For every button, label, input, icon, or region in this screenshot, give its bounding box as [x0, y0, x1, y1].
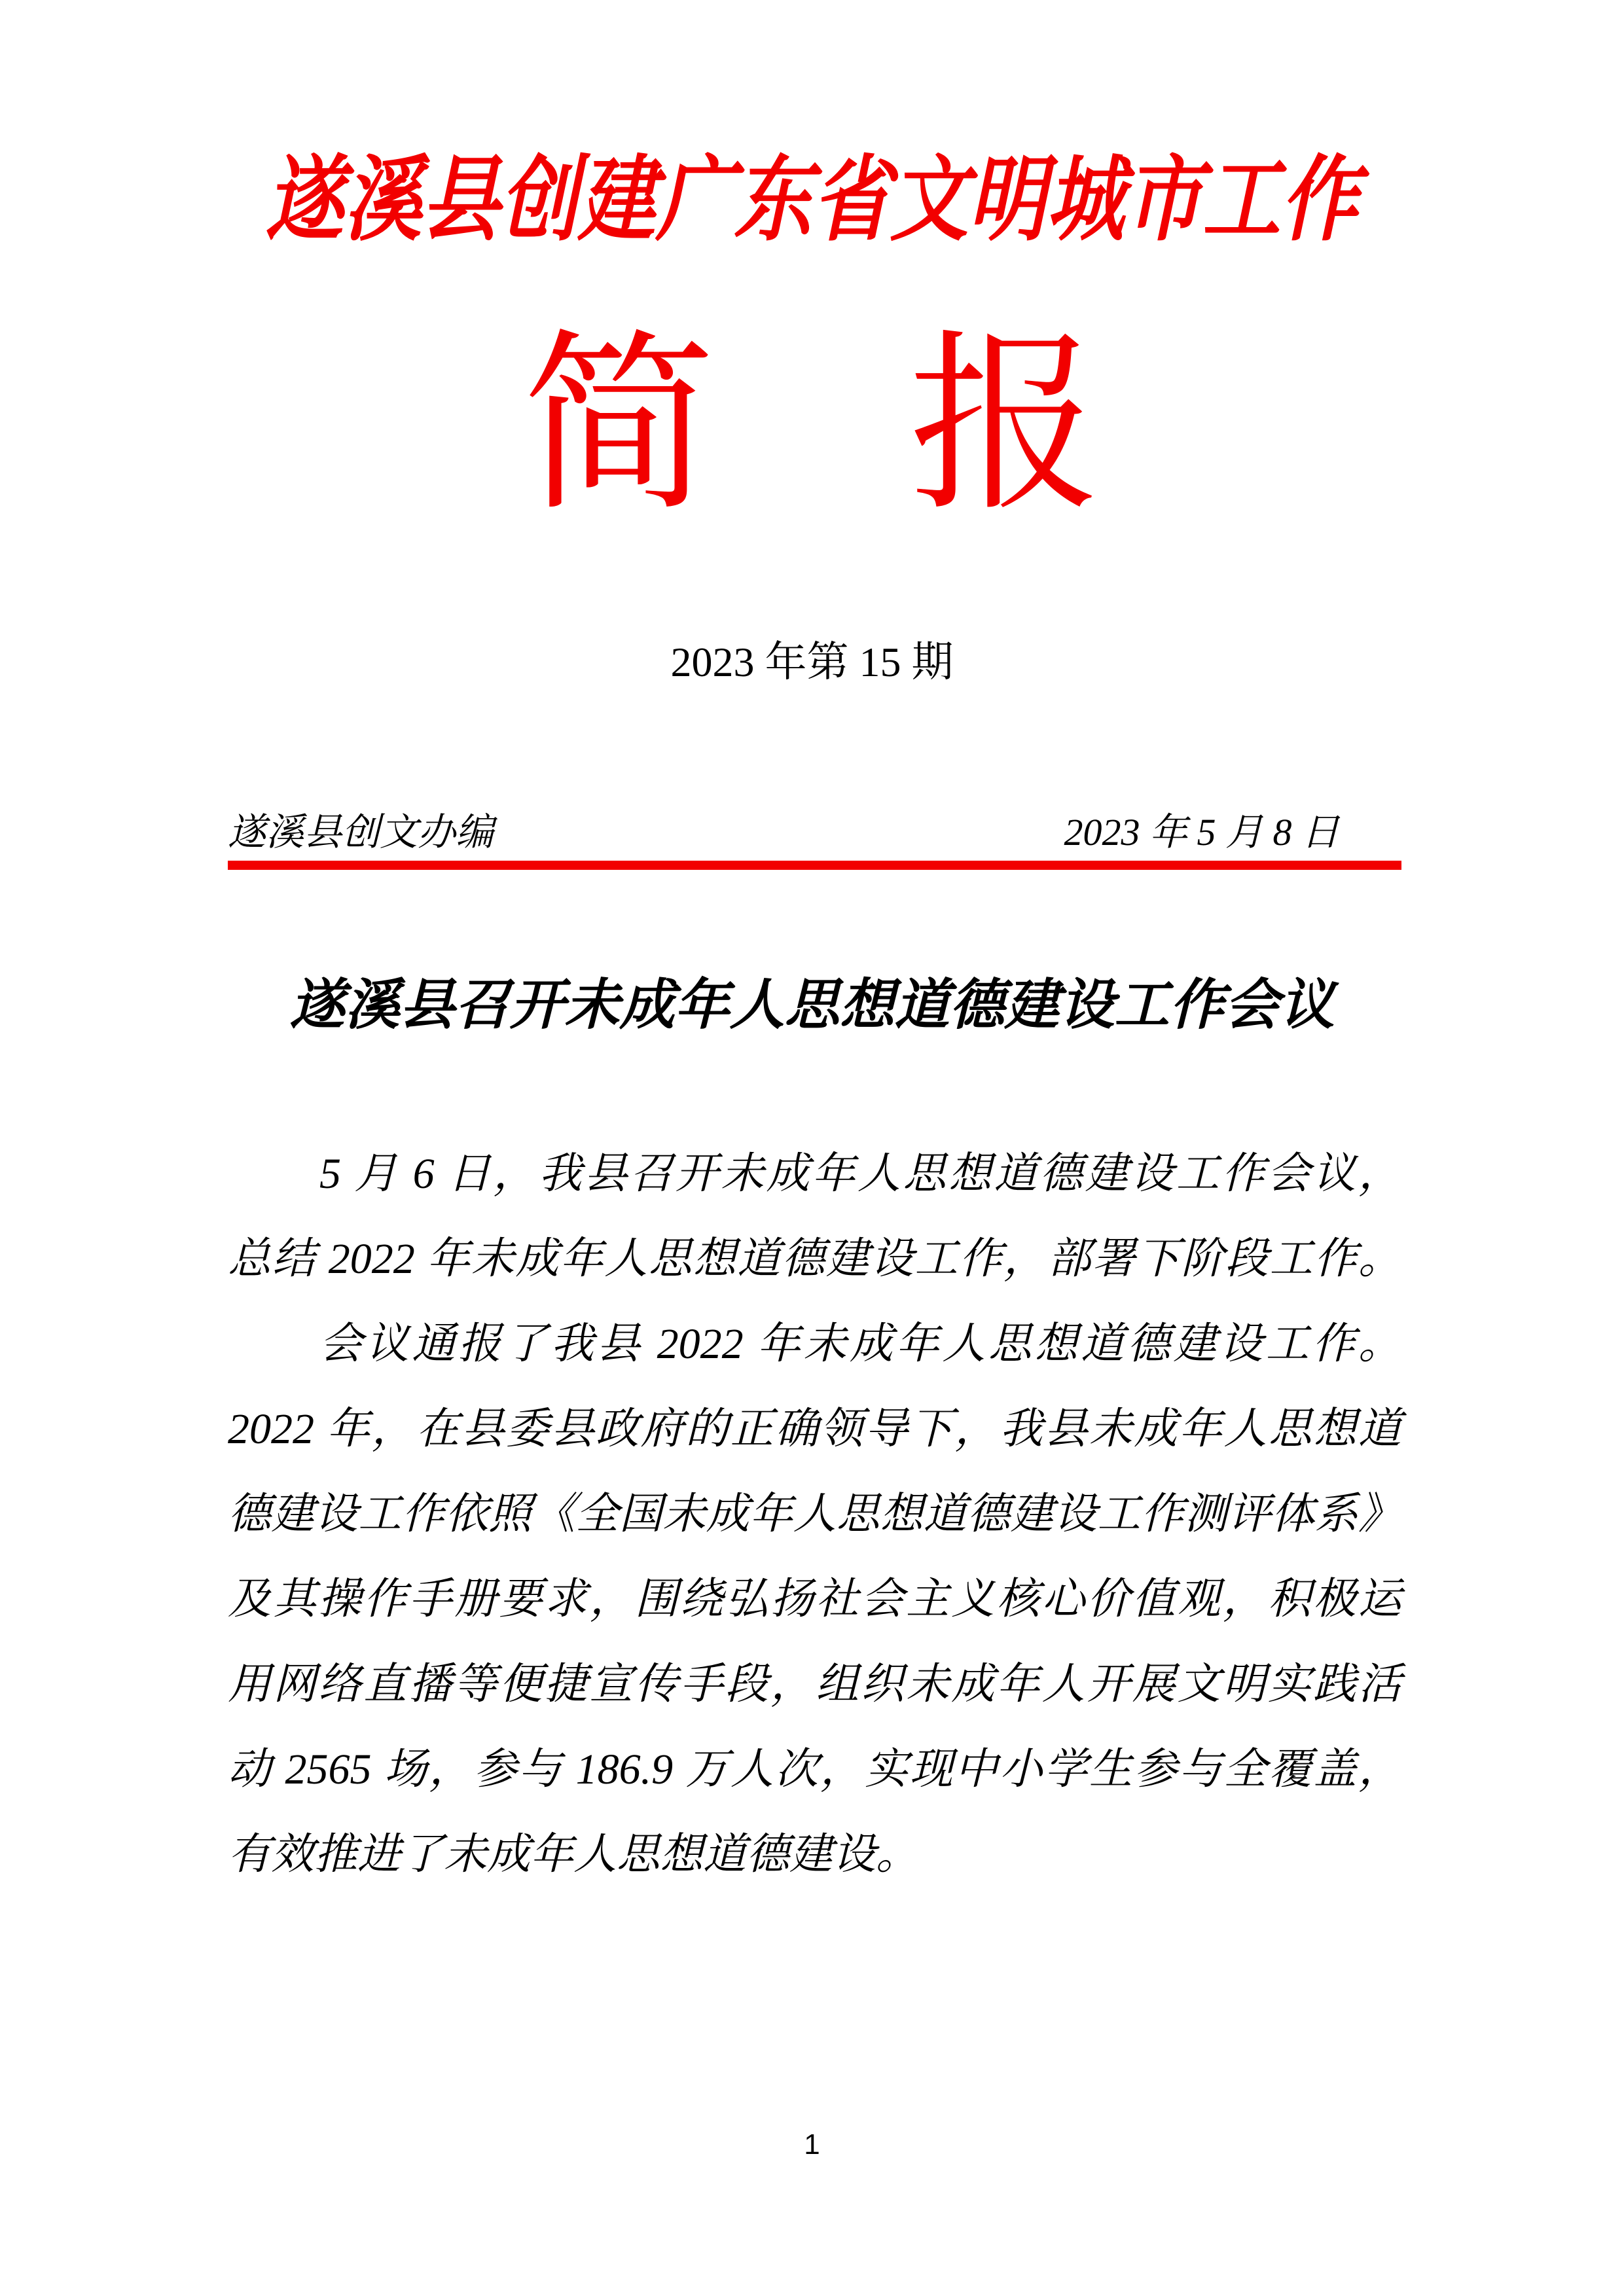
body-line: 会议通报了我县 2022 年未成年人思想道德建设工作。 — [319, 1320, 1401, 1369]
body-line: 5 月 6 日，我县召开未成年人思想道德建设工作会议， — [319, 1150, 1401, 1198]
body-line: 德建设工作依照《全国未成年人思想道德建设工作测评体系》 — [228, 1490, 1401, 1539]
editor-credit: 遂溪县创文办编 — [228, 811, 494, 854]
article — [0, 977, 1624, 1897]
body-line: 2022 年，在县委县政府的正确领导下，我县未成年人思想道 — [228, 1405, 1401, 1454]
article-heading: 遂溪县召开未成年人思想道德建设工作会议 — [289, 975, 1335, 1037]
issue-number: 2023 年第 15 期 — [670, 638, 954, 685]
masthead — [0, 149, 1624, 685]
meta-row — [228, 811, 1401, 854]
bulletin-name: 简 报 — [522, 319, 1102, 533]
divider-rule — [228, 861, 1401, 870]
bulletin-masthead-title: 遂溪县创建广东省文明城市工作 — [265, 149, 1359, 252]
body-line: 及其操作手册要求，围绕弘扬社会主义核心价值观，积极运 — [228, 1575, 1401, 1624]
publish-date: 2023 年 5 月 8 日 — [1064, 811, 1339, 854]
body-line: 总结 2022 年未成年人思想道德建设工作，部署下阶段工作。 — [228, 1235, 1401, 1283]
body-line: 用网络直播等便捷宣传手段，组织未成年人开展文明实践活 — [228, 1660, 1401, 1709]
body-line: 有效推进了未成年人思想道德建设。 — [228, 1831, 919, 1879]
body-line: 动 2565 场，参与 186.9 万人次，实现中小学生参与全覆盖， — [228, 1746, 1401, 1794]
article-body — [228, 1132, 1401, 1897]
page-number: 1 — [804, 2128, 820, 2161]
